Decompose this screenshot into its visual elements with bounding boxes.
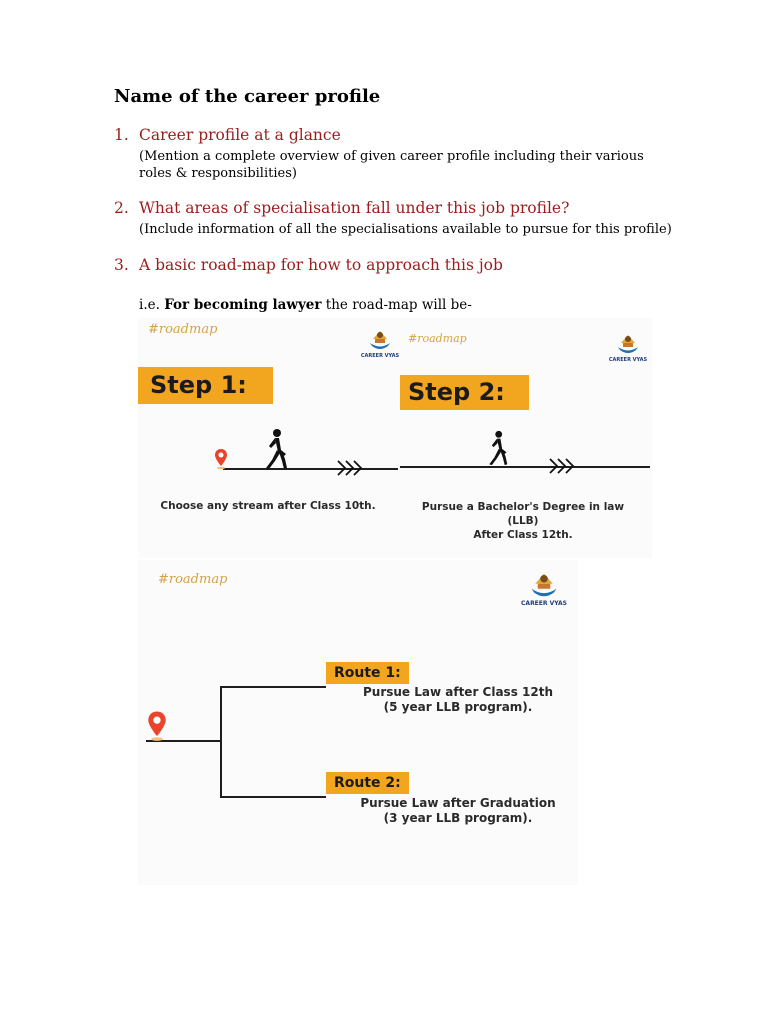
step-1-label: Step 1: — [138, 367, 273, 404]
document-title: Name of the career profile — [114, 86, 381, 107]
item-3 — [114, 256, 674, 274]
tree-top-line — [220, 686, 326, 688]
step-2-caption-line-2: After Class 12th. — [473, 529, 573, 541]
path-line-1 — [223, 468, 398, 470]
route-2-caption — [354, 796, 562, 826]
route-1-caption — [358, 685, 558, 715]
item-2-note: (Include information of all the specialisations available to pursue for this profile) — [139, 222, 672, 237]
step-1-caption: Choose any stream after Class 10th. — [160, 500, 376, 512]
roadmap-hashtag-2: #roadmap — [408, 332, 467, 345]
career-vyas-logo — [360, 328, 400, 359]
item-1-heading: Career profile at a glance — [139, 126, 341, 144]
item-1-note: (Mention a complete overview of given career profile including their various roles & responsibilities) — [139, 149, 644, 181]
location-pin-icon — [146, 710, 168, 742]
logo-emblem-icon — [527, 570, 561, 600]
roadmap-hashtag-1: #roadmap — [148, 322, 218, 337]
career-vyas-logo — [608, 332, 648, 363]
example-prefix: i.e. — [139, 297, 165, 313]
item-1 — [114, 126, 674, 144]
item-3-heading: A basic road-map for how to approach this job — [139, 256, 503, 274]
tree-bottom-line — [220, 796, 326, 798]
chevron-arrows-icon — [336, 459, 364, 477]
item-3-number: 3. — [114, 256, 129, 274]
career-vyas-logo — [516, 570, 572, 607]
path-line-2 — [400, 466, 650, 468]
route-2-line-1: Pursue Law after Graduation — [360, 796, 556, 810]
roadmap-hashtag-3: #roadmap — [158, 572, 228, 587]
logo-text: CAREER VYAS — [360, 353, 400, 359]
step-2-caption — [408, 500, 638, 542]
tree-branch-line — [220, 686, 222, 798]
item-2-number: 2. — [114, 199, 129, 217]
roadmap-steps-image — [138, 318, 652, 558]
example-bold: For becoming lawyer — [164, 297, 322, 313]
example-suffix: the road-map will be- — [321, 297, 472, 313]
logo-emblem-icon — [615, 332, 641, 356]
step-2-caption-line-1: Pursue a Bachelor's Degree in law (LLB) — [421, 501, 625, 527]
item-2 — [114, 199, 674, 217]
route-1-label: Route 1: — [326, 662, 409, 684]
example-line — [139, 297, 472, 313]
route-2-label: Route 2: — [326, 772, 409, 794]
logo-text: CAREER VYAS — [608, 357, 648, 363]
walking-person-icon — [484, 430, 510, 466]
location-pin-icon — [214, 448, 228, 470]
route-2-line-2: (3 year LLB program). — [383, 811, 533, 825]
logo-emblem-icon — [367, 328, 393, 352]
walking-person-icon — [260, 428, 290, 470]
roadmap-routes-image — [138, 560, 578, 885]
chevron-arrows-icon — [548, 457, 576, 475]
logo-text: CAREER VYAS — [521, 600, 567, 607]
item-2-heading: What areas of specialisation fall under this job profile? — [139, 199, 570, 217]
route-1-line-1: Pursue Law after Class 12th — [362, 685, 553, 699]
route-1-line-2: (5 year LLB program). — [383, 700, 533, 714]
step-2-label: Step 2: — [400, 375, 529, 410]
item-1-number: 1. — [114, 126, 129, 144]
